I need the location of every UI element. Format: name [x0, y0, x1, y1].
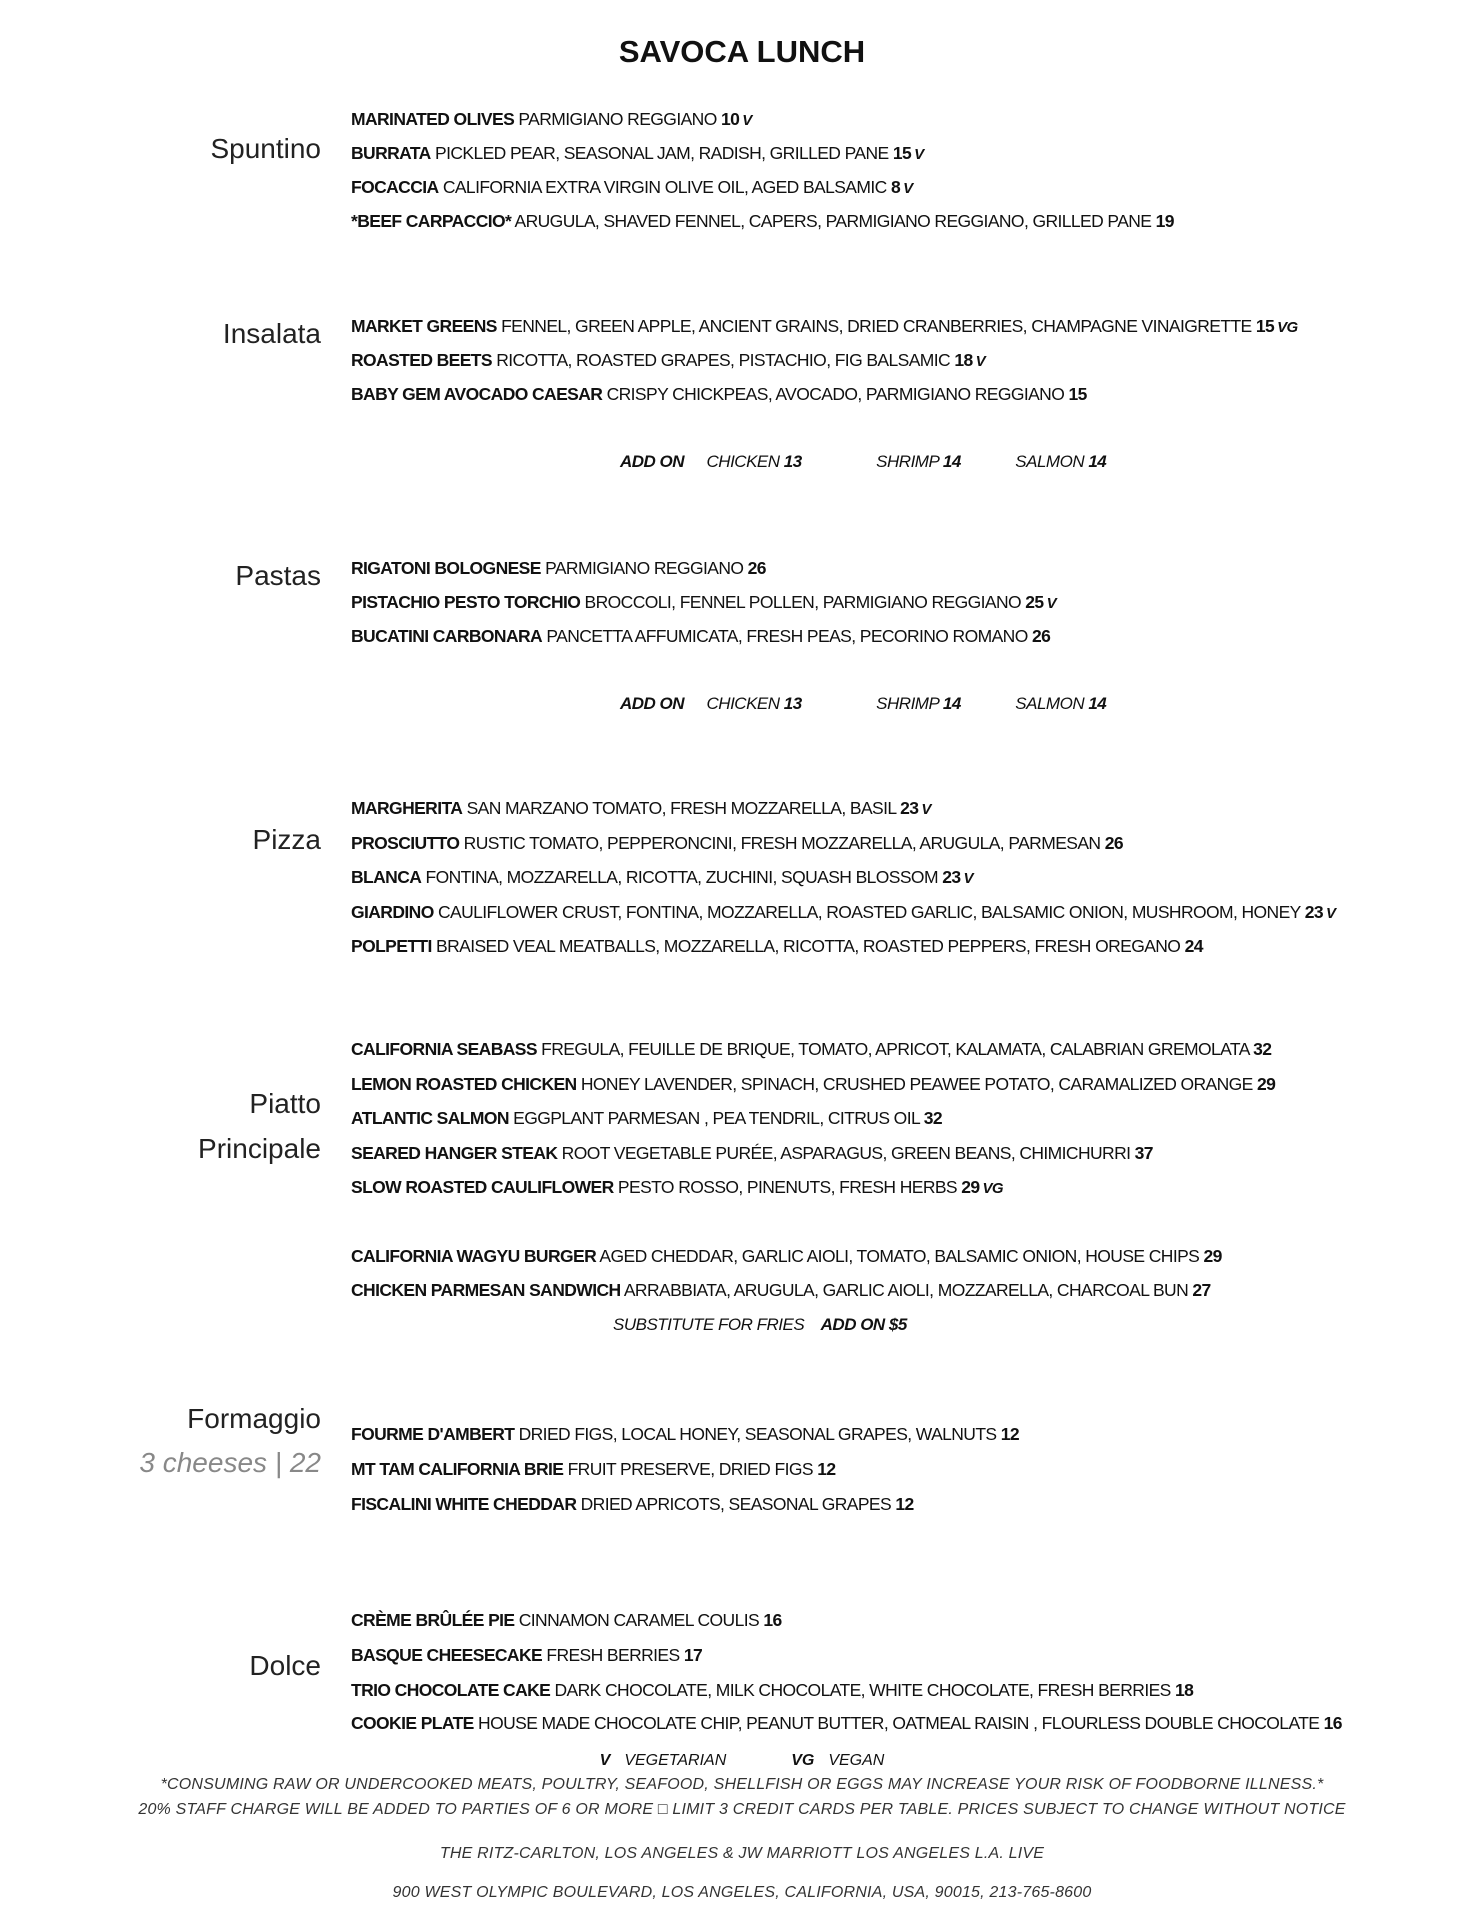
- menu-item: [351, 866, 973, 890]
- menu-item: [351, 797, 931, 821]
- item-name: FOCACCIA: [351, 177, 439, 197]
- item-price: 26: [747, 558, 766, 578]
- item-desc: CAULIFLOWER CRUST, FONTINA, MOZZARELLA, ROASTED GARLIC, BALSAMIC ONION, MUSHROOM, HONEY: [433, 902, 1305, 922]
- item-price: 23: [900, 798, 919, 818]
- item-desc: RUSTIC TOMATO, PEPPERONCINI, FRESH MOZZARELLA, ARUGULA, PARMESAN: [459, 833, 1105, 853]
- addon-insalata: [620, 452, 1106, 472]
- item-desc: CINNAMON CARAMEL COULIS: [514, 1610, 764, 1630]
- addon-shrimp-price: 14: [942, 694, 961, 713]
- menu-item: [351, 1458, 835, 1480]
- item-price: 37: [1134, 1143, 1153, 1163]
- section-label-principale: Principale: [198, 1133, 321, 1164]
- menu-item: [351, 1493, 914, 1515]
- item-price: 19: [1155, 211, 1174, 231]
- diet-tag: VG: [982, 1180, 1004, 1197]
- diet-tag: V: [975, 353, 985, 370]
- item-desc: FREGULA, FEUILLE DE BRIQUE, TOMATO, APRICOT, KALAMATA, CALABRIAN GREMOLATA: [536, 1039, 1254, 1059]
- section-label-pastas: Pastas: [235, 560, 321, 591]
- item-desc: AGED CHEDDAR, GARLIC AIOLI, TOMATO, BALSAMIC ONION, HOUSE CHIPS: [596, 1246, 1204, 1266]
- item-name: CRÈME BRÛLÉE PIE: [351, 1610, 515, 1630]
- substitute-addon: ADD ON $5: [820, 1315, 907, 1334]
- menu-item: [351, 625, 1050, 647]
- menu-item: [351, 557, 766, 579]
- addon-chicken-price: 13: [783, 694, 802, 713]
- item-price: 10: [720, 109, 740, 129]
- item-price: 18: [1175, 1680, 1194, 1700]
- menu-item: [351, 142, 924, 166]
- item-name: MARGHERITA: [351, 798, 463, 818]
- item-desc: PANCETTA AFFUMICATA, FRESH PEAS, PECORINO ROMANO: [542, 626, 1032, 646]
- item-price: 29: [1203, 1246, 1222, 1266]
- menu-item: [351, 349, 985, 373]
- diet-tag: VG: [1277, 319, 1298, 336]
- menu-item: [351, 1245, 1222, 1267]
- item-name: ATLANTIC SALMON: [351, 1108, 509, 1128]
- menu-item: [351, 176, 912, 200]
- item-name: FOURME D'AMBERT: [351, 1424, 515, 1444]
- menu-item: [351, 1038, 1271, 1060]
- item-desc: ARUGULA, SHAVED FENNEL, CAPERS, PARMIGIANO REGGIANO, GRILLED PANE: [511, 211, 1156, 231]
- legend-vg-label: VEGAN: [828, 1752, 885, 1769]
- item-desc: HOUSE MADE CHOCOLATE CHIP, PEANUT BUTTER, OATMEAL RAISIN , FLOURLESS DOUBLE CHOCOLATE: [473, 1713, 1324, 1733]
- item-name: FISCALINI WHITE CHEDDAR: [351, 1494, 577, 1514]
- item-desc: CALIFORNIA EXTRA VIRGIN OLIVE OIL, AGED BALSAMIC: [438, 177, 891, 197]
- item-name: SLOW ROASTED CAULIFLOWER: [351, 1177, 614, 1197]
- menu-item: [351, 210, 1174, 232]
- item-desc: DRIED APRICOTS, SEASONAL GRAPES: [576, 1494, 896, 1514]
- menu-item: [351, 1142, 1153, 1164]
- item-desc: FRESH BERRIES: [542, 1645, 684, 1665]
- item-name: LEMON ROASTED CHICKEN: [351, 1074, 577, 1094]
- section-label-piatto: Piatto: [249, 1088, 321, 1119]
- addon-label: ADD ON: [620, 452, 685, 471]
- footer-hotel: THE RITZ-CARLTON, LOS ANGELES & JW MARRIOTT LOS ANGELES L.A. LIVE: [439, 1845, 1045, 1862]
- menu-item: [351, 1279, 1211, 1301]
- diet-tag: V: [914, 146, 924, 163]
- item-name: SEARED HANGER STEAK: [351, 1143, 558, 1163]
- item-price: 18: [954, 350, 973, 370]
- section-label-formaggio: Formaggio: [187, 1403, 321, 1434]
- menu-item: [351, 1073, 1275, 1095]
- addon-salmon-price: 14: [1088, 452, 1107, 471]
- menu-item: [351, 1679, 1193, 1701]
- item-price: 23: [1304, 902, 1323, 922]
- legend-v-tag: V: [599, 1752, 611, 1769]
- addon-label: ADD ON: [620, 694, 685, 713]
- item-desc: BRAISED VEAL MEATBALLS, MOZZARELLA, RICOTTA, ROASTED PEPPERS, FRESH OREGANO: [431, 936, 1185, 956]
- diet-legend: [0, 1752, 1484, 1770]
- menu-item: [351, 108, 752, 132]
- item-price: 29: [1257, 1074, 1276, 1094]
- addon-salmon: SALMON: [1015, 694, 1085, 713]
- item-desc: FENNEL, GREEN APPLE, ANCIENT GRAINS, DRIED CRANBERRIES, CHAMPAGNE VINAIGRETTE: [496, 316, 1256, 336]
- section-label-pizza: Pizza: [252, 824, 321, 855]
- footer-address: 900 WEST OLYMPIC BOULEVARD, LOS ANGELES, CALIFORNIA, USA, 90015, 213-765-8600: [392, 1884, 1092, 1901]
- item-price: 15: [1255, 316, 1275, 336]
- item-price: 24: [1184, 936, 1203, 956]
- item-name: BASQUE CHEESECAKE: [351, 1645, 543, 1665]
- menu-item: [351, 935, 1203, 957]
- item-desc: PARMIGIANO REGGIANO: [540, 558, 748, 578]
- menu-item: [351, 832, 1123, 854]
- diet-tag: V: [1325, 905, 1336, 922]
- item-desc: PARMIGIANO REGGIANO: [514, 109, 721, 129]
- item-name: GIARDINO: [351, 902, 434, 922]
- diet-tag: V: [742, 112, 752, 129]
- addon-shrimp: SHRIMP: [876, 694, 939, 713]
- item-price: 23: [942, 867, 961, 887]
- item-name: COOKIE PLATE: [351, 1713, 474, 1733]
- formaggio-price-note: 3 cheeses | 22: [139, 1447, 321, 1478]
- addon-chicken-price: 13: [783, 452, 802, 471]
- addon-chicken: CHICKEN: [706, 694, 780, 713]
- food-safety-warning: *CONSUMING RAW OR UNDERCOOKED MEATS, POULTRY, SEAFOOD, SHELLFISH OR EGGS MAY INCREASE YOUR RISK OF FOODBORNE ILLNESS.*: [160, 1776, 1324, 1793]
- item-price: 12: [895, 1494, 914, 1514]
- item-price: 29: [961, 1177, 980, 1197]
- item-price: 12: [1000, 1424, 1020, 1444]
- item-desc: DARK CHOCOLATE, MILK CHOCOLATE, WHITE CHOCOLATE, FRESH BERRIES: [550, 1680, 1175, 1700]
- item-desc: ROOT VEGETABLE PURÉE, ASPARAGUS, GREEN BEANS, CHIMICHURRI: [557, 1143, 1135, 1163]
- menu-title: SAVOCA LUNCH: [618, 34, 866, 69]
- item-desc: PESTO ROSSO, PINENUTS, FRESH HERBS: [613, 1177, 962, 1197]
- item-name: RIGATONI BOLOGNESE: [351, 558, 541, 578]
- item-desc: FRUIT PRESERVE, DRIED FIGS: [563, 1459, 818, 1479]
- item-desc: HONEY LAVENDER, SPINACH, CRUSHED PEAWEE POTATO, CARAMALIZED ORANGE: [576, 1074, 1258, 1094]
- diet-tag: V: [963, 870, 973, 887]
- diet-tag: V: [1046, 595, 1056, 612]
- item-desc: DRIED FIGS, LOCAL HONEY, SEASONAL GRAPES, WALNUTS: [514, 1424, 1001, 1444]
- item-name: MARINATED OLIVES: [351, 109, 515, 129]
- menu-item: [351, 315, 1298, 339]
- item-price: 16: [1323, 1713, 1342, 1733]
- menu-item: [351, 1712, 1342, 1734]
- diet-tag: V: [921, 801, 931, 818]
- item-price: 27: [1192, 1280, 1211, 1300]
- section-label-spuntino: Spuntino: [210, 133, 321, 164]
- item-price: 12: [817, 1459, 836, 1479]
- legend-vg-tag: VG: [791, 1752, 815, 1769]
- section-label-dolce: Dolce: [249, 1650, 321, 1681]
- item-name: CHICKEN PARMESAN SANDWICH: [351, 1280, 621, 1300]
- addon-chicken: CHICKEN: [706, 452, 780, 471]
- item-name: BUCATINI CARBONARA: [351, 626, 543, 646]
- item-name: POLPETTI: [351, 936, 432, 956]
- item-desc: EGGPLANT PARMESAN , PEA TENDRIL, CITRUS OIL: [508, 1108, 924, 1128]
- menu-item: [351, 1107, 942, 1129]
- item-desc: FONTINA, MOZZARELLA, RICOTTA, ZUCHINI, SQUASH BLOSSOM: [421, 867, 943, 887]
- addon-shrimp: SHRIMP: [876, 452, 939, 471]
- diet-tag: V: [903, 180, 913, 197]
- item-name: MARKET GREENS: [351, 316, 497, 336]
- addon-pastas: [620, 694, 1106, 714]
- substitute-text: SUBSTITUTE FOR FRIES: [613, 1315, 805, 1334]
- item-name: CALIFORNIA SEABASS: [351, 1039, 537, 1059]
- item-name: *BEEF CARPACCIO*: [351, 211, 512, 231]
- item-price: 25: [1025, 592, 1044, 612]
- item-name: CALIFORNIA WAGYU BURGER: [351, 1246, 597, 1266]
- item-price: 32: [1253, 1039, 1272, 1059]
- item-desc: RICOTTA, ROASTED GRAPES, PISTACHIO, FIG BALSAMIC: [491, 350, 955, 370]
- menu-item: [351, 1609, 782, 1631]
- item-name: MT TAM CALIFORNIA BRIE: [351, 1459, 564, 1479]
- menu-item: [351, 1423, 1019, 1445]
- menu-item: [351, 591, 1056, 615]
- item-price: 26: [1104, 833, 1123, 853]
- addon-shrimp-price: 14: [942, 452, 961, 471]
- menu-item: [351, 383, 1087, 405]
- item-name: BURRATA: [351, 143, 431, 163]
- item-desc: SAN MARZANO TOMATO, FRESH MOZZARELLA, BASIL: [462, 798, 901, 818]
- item-price: 17: [683, 1645, 703, 1665]
- item-desc: ARRABBIATA, ARUGULA, GARLIC AIOLI, MOZZARELLA, CHARCOAL BUN: [620, 1280, 1193, 1300]
- item-name: ROASTED BEETS: [351, 350, 492, 370]
- item-price: 32: [923, 1108, 942, 1128]
- item-price: 15: [892, 143, 912, 163]
- menu-item: [351, 1176, 1003, 1200]
- item-desc: PICKLED PEAR, SEASONAL JAM, RADISH, GRILLED PANE: [430, 143, 893, 163]
- item-name: PISTACHIO PESTO TORCHIO: [351, 592, 581, 612]
- item-name: TRIO CHOCOLATE CAKE: [351, 1680, 551, 1700]
- menu-item: [351, 901, 1335, 925]
- item-name: BABY GEM AVOCADO CAESAR: [351, 384, 603, 404]
- item-price: 15: [1068, 384, 1087, 404]
- item-price: 26: [1031, 626, 1051, 646]
- item-desc: CRISPY CHICKPEAS, AVOCADO, PARMIGIANO REGGIANO: [602, 384, 1069, 404]
- substitute-note: [613, 1315, 907, 1335]
- section-label-insalata: Insalata: [222, 318, 321, 349]
- menu-item: [351, 1644, 702, 1666]
- policy-note: 20% STAFF CHARGE WILL BE ADDED TO PARTIES OF 6 OR MORE □ LIMIT 3 CREDIT CARDS PER TABLE. PRICES SUBJECT TO CHANGE WITHOUT NOTICE: [138, 1801, 1346, 1818]
- item-price: 8: [890, 177, 901, 197]
- legend-v-label: VEGETARIAN: [624, 1752, 727, 1769]
- item-desc: BROCCOLI, FENNEL POLLEN, PARMIGIANO REGGIANO: [580, 592, 1026, 612]
- addon-salmon: SALMON: [1015, 452, 1085, 471]
- item-name: PROSCIUTTO: [351, 833, 460, 853]
- addon-salmon-price: 14: [1088, 694, 1107, 713]
- item-price: 16: [763, 1610, 782, 1630]
- item-name: BLANCA: [351, 867, 422, 887]
